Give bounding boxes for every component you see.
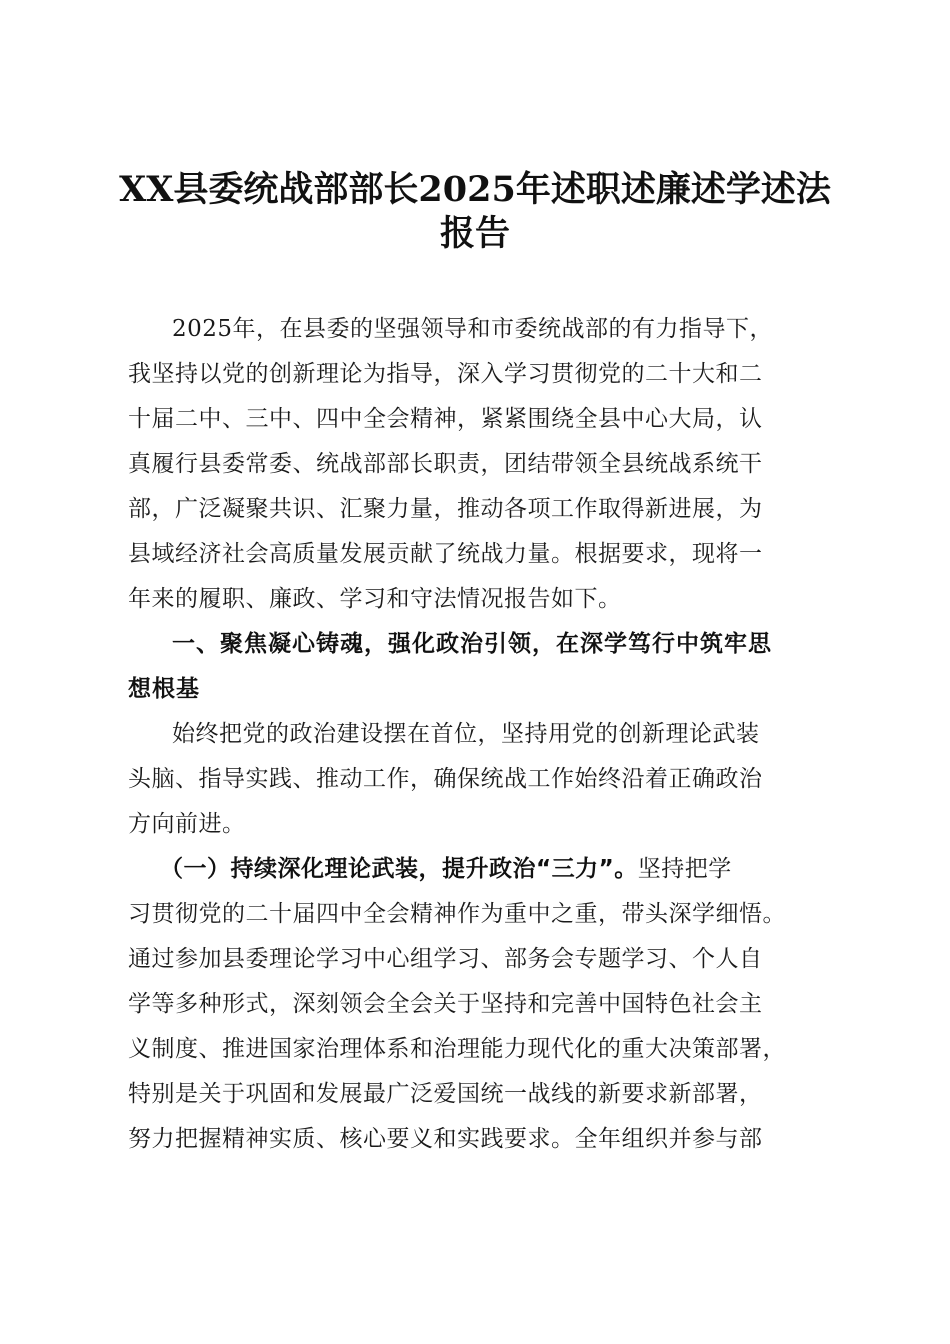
subsection-body-line: 学等多种形式，深刻领会全会关于坚持和完善中国特色社会主 [128,991,763,1017]
document-title-line-2: 报告 [439,213,510,254]
subsection-body-line: 努力把握精神实质、核心要义和实践要求。全年组织并参与部 [128,1126,763,1152]
intro-line: 年来的履职、廉政、学习和守法情况报告如下。 [128,586,622,612]
document-title-line-1: XX县委统战部部长2025年述职述廉述学述法 [119,169,831,210]
section-body-line: 方向前进。 [128,811,246,837]
intro-line: 部，广泛凝聚共识、汇聚力量，推动各项工作取得新进展，为 [128,496,763,522]
subsection-body-line: 通过参加县委理论学习中心组学习、部务会专题学习、个人自 [128,946,763,972]
subsection-first-line-text: 坚持把学 [637,856,732,882]
section-heading-line: 想根基 [128,676,200,702]
subsection-first-line [160,853,732,885]
subsection-heading: （一）持续深化理论武装，提升政治“三力”。 [160,856,638,882]
intro-line: 县域经济社会高质量发展贡献了统战力量。根据要求，现将一 [128,541,763,567]
intro-line: 2025年，在县委的坚强领导和市委统战部的有力指导下， [172,316,774,342]
subsection-body-line: 特别是关于巩固和发展最广泛爱国统一战线的新要求新部署， [128,1081,763,1107]
intro-line: 我坚持以党的创新理论为指导，深入学习贯彻党的二十大和二 [128,361,763,387]
intro-line: 十届二中、三中、四中全会精神，紧紧围绕全县中心大局，认 [128,406,763,432]
section-body-line: 始终把党的政治建设摆在首位，坚持用党的创新理论武装 [172,721,760,747]
section-body-line: 头脑、指导实践、推动工作，确保统战工作始终沿着正确政治 [128,766,763,792]
subsection-body-line: 义制度、推进国家治理体系和治理能力现代化的重大决策部署， [128,1036,786,1062]
section-heading-line: 一、聚焦凝心铸魂，强化政治引领，在深学笃行中筑牢思 [172,631,772,657]
intro-line: 真履行县委常委、统战部部长职责，团结带领全县统战系统干 [128,451,763,477]
subsection-body-line: 习贯彻党的二十届四中全会精神作为重中之重，带头深学细悟。 [128,901,786,927]
